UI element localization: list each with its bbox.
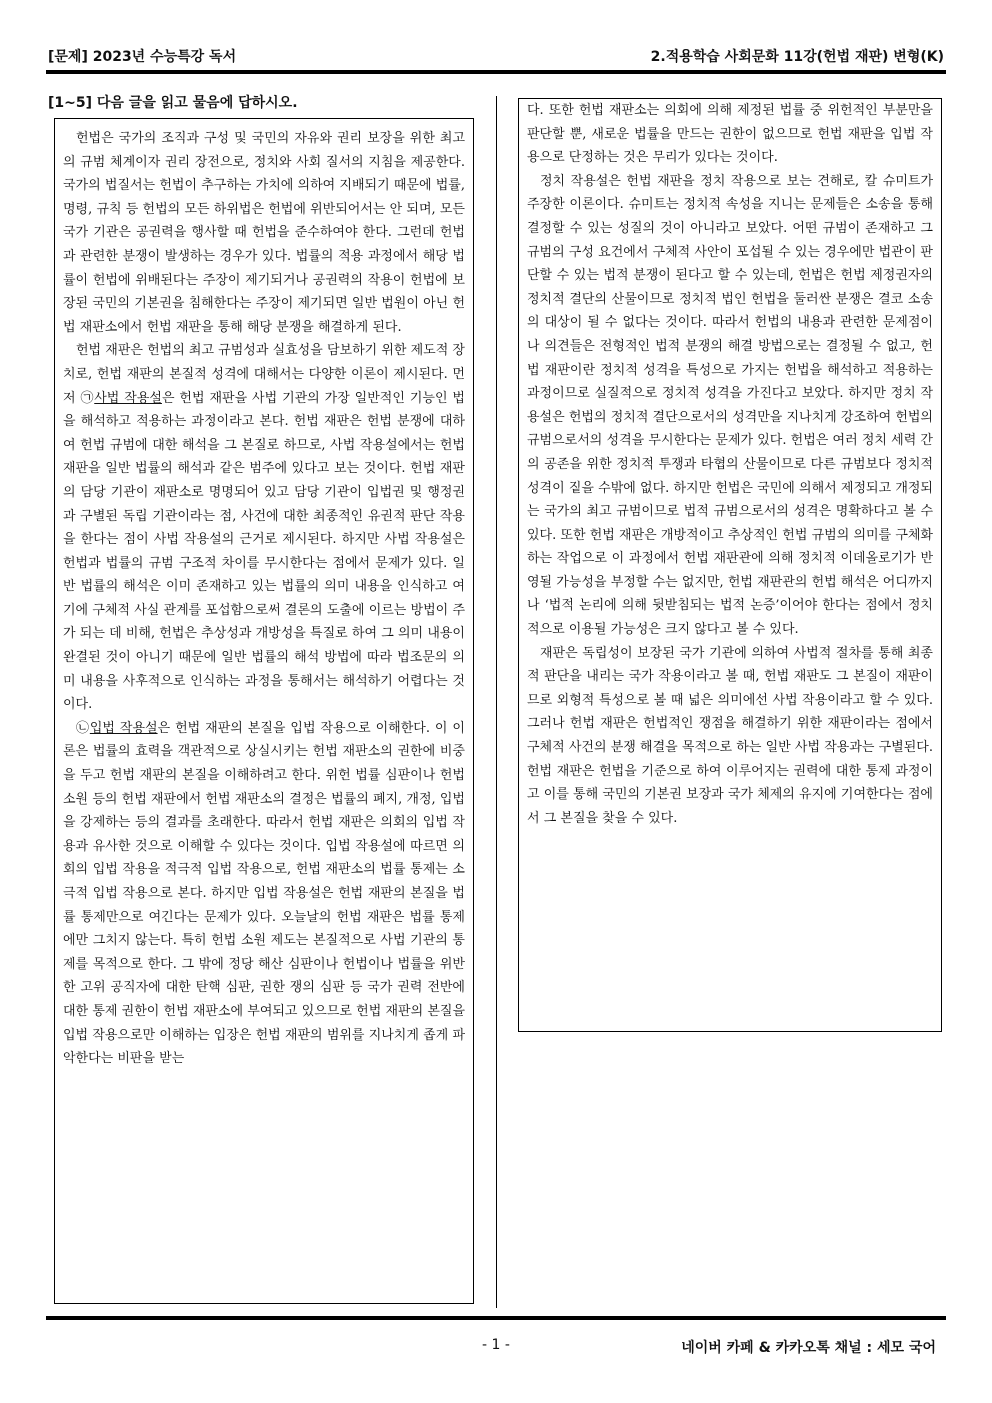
passage-box-right bbox=[518, 98, 942, 1032]
page-number: - 1 - bbox=[482, 1337, 510, 1353]
term-legislative-theory: 입법 작용설 bbox=[89, 720, 158, 736]
header-left-title: [문제] 2023년 수능특강 독서 bbox=[48, 49, 237, 65]
header-rule bbox=[46, 70, 946, 74]
passage-box-left bbox=[54, 118, 474, 1304]
footer-channel-text: 네이버 카페 & 카카오톡 채널 : 세모 국어 bbox=[681, 1340, 936, 1356]
passage-paragraph-3 bbox=[63, 717, 465, 1071]
paragraph-3-marker: ㉡ bbox=[76, 720, 90, 736]
term-judicial-theory: 사법 작용설 bbox=[94, 390, 162, 406]
column-divider bbox=[496, 96, 497, 1308]
passage-paragraph-5: 재판은 독립성이 보장된 국가 기관에 의하여 사법적 절차를 통해 최종적 판단을 내리는 국가 작용이라고 볼 때, 헌법 재판도 그 본질이 재판이므로 외형적 특성으로 볼 때 넓은 의미에선 사법 작용이라고 할 수 있다. 그러나 헌법 재판은 헌법적인 쟁점을 해결하기 위한 재판이라는 점에서 구체적 사건의 분쟁 해결을 목적으로 하는 일반 사법 작용과는 구별된다. 헌법 재판은 헌법을 기준으로 하여 이루어지는 권력에 대한 통제 과정이고 이를 통해 국민의 기본권 보장과 국가 체제의 유지에 기여한다는 점에서 그 본질을 찾을 수 있다. bbox=[527, 645, 933, 826]
header-right-title: 2.적용학습 사회문화 11강(헌법 재판) 변형(K) bbox=[650, 49, 944, 65]
footer-rule bbox=[46, 1316, 946, 1320]
paragraph-2-body: 은 헌법 재판을 사법 기관의 가장 일반적인 기능인 법을 해석하고 적용하는 과정이라고 본다. 헌법 재판은 헌법 분쟁에 대하여 헌법 규범에 대한 해석을 그 본질로 하므로, 사법 작용설에서는 헌법 재판을 일반 법률의 해석과 같은 범주에 있다고 보는 것이다. 헌법 재판의 담당 기관이 재판소로 명명되어 있고 담당 기관이 입법권 및 행정권과 구별된 독립 기관이라는 점, 사건에 대한 최종적인 유권적 판단 작용을 한다는 점이 사법 작용설의 근거로 제시된다. 하지만 사법 작용설은 헌법과 법률의 규범 구조적 차이를 무시한다는 점에서 문제가 있다. 일반 법률의 해석은 이미 존재하고 있는 법률의 의미 내용을 인식하고 여기에 구체적 사실 관계를 포섭함으로써 결론의 도출에 이르는 방법이 주가 되는 데 비해, 헌법은 추상성과 개방성을 특질로 하여 그 의미 내용이 완결된 것이 아니기 때문에 일반 법률의 해석 방법에 따라 법조문의 의미 내용을 사후적으로 인식하는 과정을 통해서는 해석하기 어렵다는 것이다. bbox=[63, 390, 465, 713]
passage-paragraph-2 bbox=[63, 339, 465, 717]
paragraph-3-body: 은 헌법 재판의 본질을 입법 작용으로 이해한다. 이 이론은 법률의 효력을 객관적으로 상실시키는 헌법 재판소의 권한에 비중을 두고 헌법 재판의 본질을 이해하려고 한다. 위헌 법률 심판이나 헌법 소원 등의 헌법 재판에서 헌법 재판소의 결정은 법률의 폐지, 개정, 입법을 강제하는 등의 결과를 초래한다. 따라서 헌법 재판은 의회의 입법 작용과 유사한 것으로 이해할 수 있다는 것이다. 입법 작용설에 따르면 의회의 입법 작용을 적극적 입법 작용으로, 헌법 재판소의 법률 통제는 소극적 입법 작용으로 본다. 하지만 입법 작용설은 헌법 재판의 본질을 법률 통제만으로 여긴다는 문제가 있다. 오늘날의 헌법 재판은 법률 통제에만 그치지 않는다. 특히 헌법 소원 제도는 본질적으로 사법 기관의 통제를 목적으로 한다. 그 밖에 정당 해산 심판이나 헌법이나 법률을 위반한 고위 공직자에 대한 탄핵 심판, 권한 쟁의 심판 등 국가 권력 전반에 대한 통제 권한이 헌법 재판소에 부여되고 있으므로 헌법 재판의 본질을 입법 작용으로만 이해하는 입장은 헌법 재판의 범위를 지나치게 좁게 파악한다는 비판을 받는 bbox=[63, 720, 465, 1067]
passage-paragraph-1: 헌법은 국가의 조직과 구성 및 국민의 자유와 권리 보장을 위한 최고의 규범 체계이자 권리 장전으로, 정치와 사회 질서의 지침을 제공한다. 국가의 법질서는 헌법이 추구하는 가치에 의하여 지배되기 때문에 법률, 명령, 규칙 등 헌법의 모든 하위법은 헌법에 위반되어서는 안 되며, 모든 국가 기관은 공권력을 행사할 때 헌법을 준수하여야 한다. 그런데 헌법과 관련한 분쟁이 발생하는 경우가 있다. 법률의 적용 과정에서 해당 법률이 헌법에 위배된다는 주장이 제기되거나 공권력의 작용이 헌법에 보장된 국민의 기본권을 침해한다는 주장이 제기되면 일반 법원이 아닌 헌법 재판소에서 헌법 재판을 통해 해당 분쟁을 해결하게 된다. bbox=[63, 131, 465, 335]
paragraph-2-intro: 헌법 재판은 헌법의 최고 규범성과 실효성을 담보하기 위한 제도적 장치로, 헌법 재판의 본질적 성격에 대해서는 다양한 이론이 제시된다. 먼저 ㉠ bbox=[63, 343, 465, 406]
question-instruction: [1~5] 다음 글을 읽고 물음에 답하시오. bbox=[48, 95, 298, 111]
passage-paragraph-3-continued: 다. 또한 헌법 재판소는 의회에 의해 제정된 법률 중 위헌적인 부분만을 판단할 뿐, 새로운 법률을 만드는 권한이 없으므로 헌법 재판을 입법 작용으로 단정하는 것은 무리가 있다는 것이다. bbox=[527, 103, 933, 166]
passage-paragraph-4: 정치 작용설은 헌법 재판을 정치 작용으로 보는 견해로, 칼 슈미트가 주장한 이론이다. 슈미트는 정치적 속성을 지니는 문제들은 소송을 통해 결정할 수 있는 성질의 것이 아니라고 보았다. 어떤 규범이 존재하고 그 규범의 구성 요건에서 구체적 사안이 포섭될 수 있는 경우에만 법관이 판단할 수 있는 법적 분쟁이 된다고 할 수 있는데, 헌법은 헌법 제정권자의 정치적 결단의 산물이므로 정치적 법인 헌법을 둘러싼 분쟁은 결코 소송의 대상이 될 수 없다는 것이다. 따라서 헌법의 내용과 관련한 문제점이나 의견들은 전형적인 법적 분쟁의 해결 방법으로는 결정될 수 없고, 헌법 재판이란 정치적 성격을 특성으로 가지는 헌법을 해석하고 적용하는 과정이므로 실질적으로 정치적 성격을 가진다고 보았다. 하지만 정치 작용설은 헌법의 정치적 결단으로서의 성격만을 지나치게 강조하여 헌법의 규범으로서의 성격을 무시한다는 문제가 있다. 헌법은 여러 정치 세력 간의 공존을 위한 정치적 투쟁과 타협의 산물이므로 다른 규범보다 정치적 성격이 짙을 수밖에 없다. 하지만 헌법은 국민에 의해서 제정되고 개정되는 국가의 최고 규범이므로 법적 규범으로서의 성격은 명확하다고 볼 수 있다. 또한 헌법 재판은 개방적이고 추상적인 헌법 규범의 의미를 구체화하는 작업으로 이 과정에서 헌법 재판관에 의해 정치적 이데올로기가 반영될 가능성을 부정할 수는 없지만, 헌법 재판관의 헌법 해석은 어디까지나 ‘법적 논리에 의해 뒷받침되는 법적 논증’이어야 한다는 점에서 정치적으로 이용될 가능성은 크지 않다고 볼 수 있다. bbox=[527, 173, 933, 638]
